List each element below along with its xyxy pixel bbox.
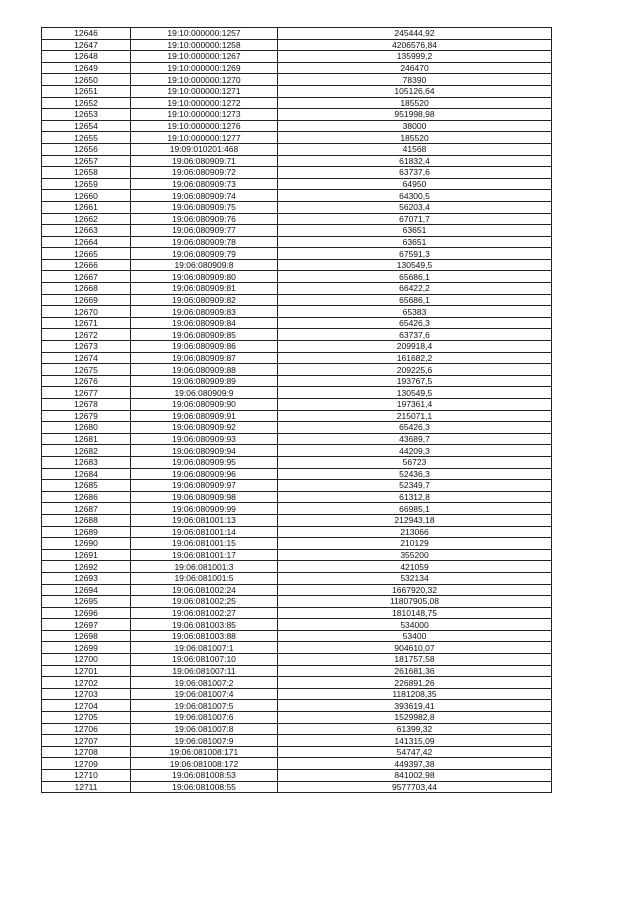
table-row (42, 143, 552, 155)
cadastral-number-cell: 19:06:080909:72 (131, 167, 278, 179)
amount-cell: 213066 (278, 526, 552, 538)
row-number-cell: 12674 (42, 352, 131, 364)
cadastral-number-cell: 19:06:080909:88 (131, 364, 278, 376)
row-number-cell: 12673 (42, 341, 131, 353)
amount-cell: 130549,5 (278, 387, 552, 399)
amount-cell: 41568 (278, 143, 552, 155)
cadastral-number-cell: 19:06:080909:99 (131, 503, 278, 515)
table-row (42, 167, 552, 179)
row-number-cell: 12653 (42, 109, 131, 121)
table-row (42, 642, 552, 654)
cadastral-number-cell: 19:06:081007:5 (131, 700, 278, 712)
table-row (42, 375, 552, 387)
row-number-cell: 12706 (42, 723, 131, 735)
row-number-cell: 12684 (42, 468, 131, 480)
cadastral-number-cell: 19:06:080909:89 (131, 375, 278, 387)
cadastral-number-cell: 19:06:080909:86 (131, 341, 278, 353)
row-number-cell: 12649 (42, 62, 131, 74)
amount-cell: 64950 (278, 178, 552, 190)
row-number-cell: 12687 (42, 503, 131, 515)
cadastral-number-cell: 19:10:000000:1257 (131, 28, 278, 40)
amount-cell: 65426,3 (278, 317, 552, 329)
cadastral-number-cell: 19:06:081008:172 (131, 758, 278, 770)
table-row (42, 120, 552, 132)
row-number-cell: 12694 (42, 584, 131, 596)
cadastral-number-cell: 19:06:080909:84 (131, 317, 278, 329)
cadastral-number-cell: 19:06:080909:77 (131, 225, 278, 237)
amount-cell: 185520 (278, 132, 552, 144)
table-row (42, 317, 552, 329)
row-number-cell: 12661 (42, 201, 131, 213)
table-row (42, 735, 552, 747)
row-number-cell: 12710 (42, 770, 131, 782)
table-row (42, 514, 552, 526)
cadastral-number-cell: 19:06:080909:90 (131, 399, 278, 411)
cadastral-number-cell: 19:06:081007:11 (131, 665, 278, 677)
cadastral-number-cell: 19:06:081001:3 (131, 561, 278, 573)
cadastral-number-cell: 19:06:080909:96 (131, 468, 278, 480)
row-number-cell: 12647 (42, 39, 131, 51)
row-number-cell: 12665 (42, 248, 131, 260)
amount-cell: 245444,92 (278, 28, 552, 40)
row-number-cell: 12675 (42, 364, 131, 376)
row-number-cell: 12679 (42, 410, 131, 422)
cadastral-number-cell: 19:06:081007:1 (131, 642, 278, 654)
table-row (42, 456, 552, 468)
cadastral-number-cell: 19:06:081007:8 (131, 723, 278, 735)
cadastral-number-cell: 19:06:080909:94 (131, 445, 278, 457)
row-number-cell: 12666 (42, 259, 131, 271)
table-row (42, 410, 552, 422)
cadastral-number-cell: 19:06:080909:95 (131, 456, 278, 468)
amount-cell: 135999,2 (278, 51, 552, 63)
row-number-cell: 12709 (42, 758, 131, 770)
table-row (42, 399, 552, 411)
row-number-cell: 12685 (42, 480, 131, 492)
row-number-cell: 12668 (42, 283, 131, 295)
cadastral-number-cell: 19:10:000000:1276 (131, 120, 278, 132)
cadastral-number-cell: 19:06:080909:98 (131, 491, 278, 503)
amount-cell: 1529982,8 (278, 712, 552, 724)
row-number-cell: 12660 (42, 190, 131, 202)
table-row (42, 433, 552, 445)
amount-cell: 38000 (278, 120, 552, 132)
row-number-cell: 12696 (42, 607, 131, 619)
table-row (42, 178, 552, 190)
table-row (42, 387, 552, 399)
table-row (42, 538, 552, 550)
amount-cell: 181757,58 (278, 654, 552, 666)
table-row (42, 619, 552, 631)
cadastral-number-cell: 19:06:080909:74 (131, 190, 278, 202)
table-row (42, 51, 552, 63)
amount-cell: 951998,98 (278, 109, 552, 121)
table-row (42, 132, 552, 144)
amount-cell: 1181208,35 (278, 688, 552, 700)
amount-cell: 64300,5 (278, 190, 552, 202)
cadastral-number-cell: 19:10:000000:1267 (131, 51, 278, 63)
amount-cell: 56203,4 (278, 201, 552, 213)
amount-cell: 56723 (278, 456, 552, 468)
cadastral-number-cell: 19:06:080909:81 (131, 283, 278, 295)
cadastral-number-cell: 19:06:081008:171 (131, 746, 278, 758)
row-number-cell: 12683 (42, 456, 131, 468)
row-number-cell: 12708 (42, 746, 131, 758)
amount-cell: 66985,1 (278, 503, 552, 515)
amount-cell: 105126,64 (278, 85, 552, 97)
amount-cell: 9577703,44 (278, 781, 552, 793)
table-row (42, 491, 552, 503)
row-number-cell: 12659 (42, 178, 131, 190)
table-row (42, 526, 552, 538)
row-number-cell: 12707 (42, 735, 131, 747)
row-number-cell: 12690 (42, 538, 131, 550)
amount-cell: 209918,4 (278, 341, 552, 353)
row-number-cell: 12664 (42, 236, 131, 248)
amount-cell: 65426,3 (278, 422, 552, 434)
cadastral-number-cell: 19:06:080909:76 (131, 213, 278, 225)
amount-cell: 52349,7 (278, 480, 552, 492)
cadastral-number-cell: 19:06:080909:71 (131, 155, 278, 167)
amount-cell: 63651 (278, 236, 552, 248)
table-row (42, 155, 552, 167)
cadastral-number-cell: 19:06:081007:10 (131, 654, 278, 666)
table-row (42, 781, 552, 793)
amount-cell: 53400 (278, 630, 552, 642)
table-row (42, 665, 552, 677)
cadastral-number-cell: 19:06:080909:83 (131, 306, 278, 318)
cadastral-number-cell: 19:06:080909:78 (131, 236, 278, 248)
amount-cell: 11807905,08 (278, 596, 552, 608)
cadastral-number-cell: 19:06:080909:93 (131, 433, 278, 445)
table-row (42, 97, 552, 109)
row-number-cell: 12663 (42, 225, 131, 237)
table-row (42, 364, 552, 376)
row-number-cell: 12689 (42, 526, 131, 538)
table-row (42, 62, 552, 74)
data-table (41, 27, 552, 793)
row-number-cell: 12701 (42, 665, 131, 677)
row-number-cell: 12698 (42, 630, 131, 642)
amount-cell: 210129 (278, 538, 552, 550)
amount-cell: 197361,4 (278, 399, 552, 411)
amount-cell: 43689,7 (278, 433, 552, 445)
row-number-cell: 12651 (42, 85, 131, 97)
cadastral-number-cell: 19:06:081001:14 (131, 526, 278, 538)
row-number-cell: 12711 (42, 781, 131, 793)
table-row (42, 422, 552, 434)
table-row (42, 677, 552, 689)
row-number-cell: 12672 (42, 329, 131, 341)
table-row (42, 306, 552, 318)
amount-cell: 246470 (278, 62, 552, 74)
amount-cell: 449397,38 (278, 758, 552, 770)
row-number-cell: 12704 (42, 700, 131, 712)
row-number-cell: 12662 (42, 213, 131, 225)
cadastral-number-cell: 19:06:080909:87 (131, 352, 278, 364)
table-row (42, 271, 552, 283)
cadastral-number-cell: 19:06:081008:53 (131, 770, 278, 782)
amount-cell: 54747,42 (278, 746, 552, 758)
table-row (42, 341, 552, 353)
amount-cell: 67071,7 (278, 213, 552, 225)
row-number-cell: 12658 (42, 167, 131, 179)
amount-cell: 185520 (278, 97, 552, 109)
cadastral-number-cell: 19:06:080909:73 (131, 178, 278, 190)
table-row (42, 770, 552, 782)
cadastral-number-cell: 19:06:080909:97 (131, 480, 278, 492)
amount-cell: 261681,36 (278, 665, 552, 677)
row-number-cell: 12654 (42, 120, 131, 132)
row-number-cell: 12692 (42, 561, 131, 573)
cadastral-number-cell: 19:06:081003:85 (131, 619, 278, 631)
table-row (42, 561, 552, 573)
cadastral-number-cell: 19:06:081002:25 (131, 596, 278, 608)
amount-cell: 52436,3 (278, 468, 552, 480)
row-number-cell: 12670 (42, 306, 131, 318)
row-number-cell: 12686 (42, 491, 131, 503)
cadastral-number-cell: 19:06:080909:80 (131, 271, 278, 283)
row-number-cell: 12655 (42, 132, 131, 144)
cadastral-number-cell: 19:06:080909:92 (131, 422, 278, 434)
cadastral-number-cell: 19:06:080909:75 (131, 201, 278, 213)
cadastral-number-cell: 19:10:000000:1270 (131, 74, 278, 86)
amount-cell: 355200 (278, 549, 552, 561)
table-row (42, 596, 552, 608)
amount-cell: 209225,6 (278, 364, 552, 376)
table-row (42, 190, 552, 202)
amount-cell: 393619,41 (278, 700, 552, 712)
table-row (42, 329, 552, 341)
cadastral-number-cell: 19:06:080909:91 (131, 410, 278, 422)
amount-cell: 534000 (278, 619, 552, 631)
cadastral-number-cell: 19:06:081002:27 (131, 607, 278, 619)
table-row (42, 503, 552, 515)
row-number-cell: 12705 (42, 712, 131, 724)
table-row (42, 225, 552, 237)
row-number-cell: 12657 (42, 155, 131, 167)
row-number-cell: 12682 (42, 445, 131, 457)
cadastral-number-cell: 19:06:081007:2 (131, 677, 278, 689)
table-row (42, 584, 552, 596)
cadastral-number-cell: 19:10:000000:1271 (131, 85, 278, 97)
row-number-cell: 12688 (42, 514, 131, 526)
amount-cell: 67591,3 (278, 248, 552, 260)
amount-cell: 78390 (278, 74, 552, 86)
table-row (42, 213, 552, 225)
cadastral-number-cell: 19:06:081003:88 (131, 630, 278, 642)
amount-cell: 421059 (278, 561, 552, 573)
table-row (42, 294, 552, 306)
table-body (42, 28, 552, 793)
cadastral-number-cell: 19:06:080909:8 (131, 259, 278, 271)
amount-cell: 66422,2 (278, 283, 552, 295)
amount-cell: 61312,8 (278, 491, 552, 503)
row-number-cell: 12652 (42, 97, 131, 109)
table-row (42, 700, 552, 712)
cadastral-number-cell: 19:06:081001:5 (131, 572, 278, 584)
amount-cell: 65686,1 (278, 271, 552, 283)
table-row (42, 630, 552, 642)
table-row (42, 723, 552, 735)
row-number-cell: 12656 (42, 143, 131, 155)
cadastral-number-cell: 19:06:081007:6 (131, 712, 278, 724)
amount-cell: 1810148,75 (278, 607, 552, 619)
amount-cell: 61399,32 (278, 723, 552, 735)
row-number-cell: 12697 (42, 619, 131, 631)
table-row (42, 758, 552, 770)
cadastral-number-cell: 19:06:081007:4 (131, 688, 278, 700)
amount-cell: 161682,2 (278, 352, 552, 364)
cadastral-number-cell: 19:06:080909:79 (131, 248, 278, 260)
table-row (42, 712, 552, 724)
row-number-cell: 12648 (42, 51, 131, 63)
table-row (42, 283, 552, 295)
cadastral-number-cell: 19:06:080909:9 (131, 387, 278, 399)
row-number-cell: 12695 (42, 596, 131, 608)
amount-cell: 212943,18 (278, 514, 552, 526)
row-number-cell: 12693 (42, 572, 131, 584)
table-row (42, 445, 552, 457)
cadastral-number-cell: 19:06:081001:17 (131, 549, 278, 561)
amount-cell: 141315,09 (278, 735, 552, 747)
cadastral-number-cell: 19:10:000000:1269 (131, 62, 278, 74)
cadastral-number-cell: 19:10:000000:1258 (131, 39, 278, 51)
amount-cell: 65686,1 (278, 294, 552, 306)
amount-cell: 215071,1 (278, 410, 552, 422)
table-row (42, 28, 552, 40)
row-number-cell: 12667 (42, 271, 131, 283)
row-number-cell: 12700 (42, 654, 131, 666)
table-row (42, 85, 552, 97)
table-row (42, 74, 552, 86)
cadastral-number-cell: 19:06:081002:24 (131, 584, 278, 596)
row-number-cell: 12671 (42, 317, 131, 329)
amount-cell: 44209,3 (278, 445, 552, 457)
table-row (42, 236, 552, 248)
row-number-cell: 12677 (42, 387, 131, 399)
table-row (42, 746, 552, 758)
amount-cell: 1667920,32 (278, 584, 552, 596)
cadastral-number-cell: 19:10:000000:1272 (131, 97, 278, 109)
row-number-cell: 12680 (42, 422, 131, 434)
amount-cell: 904610,07 (278, 642, 552, 654)
row-number-cell: 12702 (42, 677, 131, 689)
table-row (42, 248, 552, 260)
row-number-cell: 12650 (42, 74, 131, 86)
row-number-cell: 12681 (42, 433, 131, 445)
cadastral-number-cell: 19:10:000000:1277 (131, 132, 278, 144)
amount-cell: 63737,6 (278, 329, 552, 341)
cadastral-number-cell: 19:09:010201:468 (131, 143, 278, 155)
cadastral-number-cell: 19:06:081001:13 (131, 514, 278, 526)
table-row (42, 352, 552, 364)
cadastral-number-cell: 19:06:081007:9 (131, 735, 278, 747)
table-row (42, 480, 552, 492)
table-row (42, 654, 552, 666)
table-row (42, 549, 552, 561)
cadastral-number-cell: 19:06:080909:82 (131, 294, 278, 306)
cadastral-number-cell: 19:06:080909:85 (131, 329, 278, 341)
cadastral-number-cell: 19:06:081001:15 (131, 538, 278, 550)
amount-cell: 63737,6 (278, 167, 552, 179)
table-row (42, 109, 552, 121)
table-row (42, 468, 552, 480)
amount-cell: 532134 (278, 572, 552, 584)
amount-cell: 61832,4 (278, 155, 552, 167)
table-row (42, 607, 552, 619)
row-number-cell: 12676 (42, 375, 131, 387)
table-row (42, 201, 552, 213)
table-row (42, 259, 552, 271)
row-number-cell: 12646 (42, 28, 131, 40)
row-number-cell: 12691 (42, 549, 131, 561)
cadastral-number-cell: 19:06:081008:55 (131, 781, 278, 793)
amount-cell: 193767,5 (278, 375, 552, 387)
row-number-cell: 12669 (42, 294, 131, 306)
table-row (42, 688, 552, 700)
row-number-cell: 12699 (42, 642, 131, 654)
table-row (42, 572, 552, 584)
table-row (42, 39, 552, 51)
row-number-cell: 12703 (42, 688, 131, 700)
amount-cell: 226891,26 (278, 677, 552, 689)
amount-cell: 841002,98 (278, 770, 552, 782)
amount-cell: 63651 (278, 225, 552, 237)
cadastral-number-cell: 19:10:000000:1273 (131, 109, 278, 121)
amount-cell: 4206576,84 (278, 39, 552, 51)
amount-cell: 130549,5 (278, 259, 552, 271)
row-number-cell: 12678 (42, 399, 131, 411)
amount-cell: 65383 (278, 306, 552, 318)
